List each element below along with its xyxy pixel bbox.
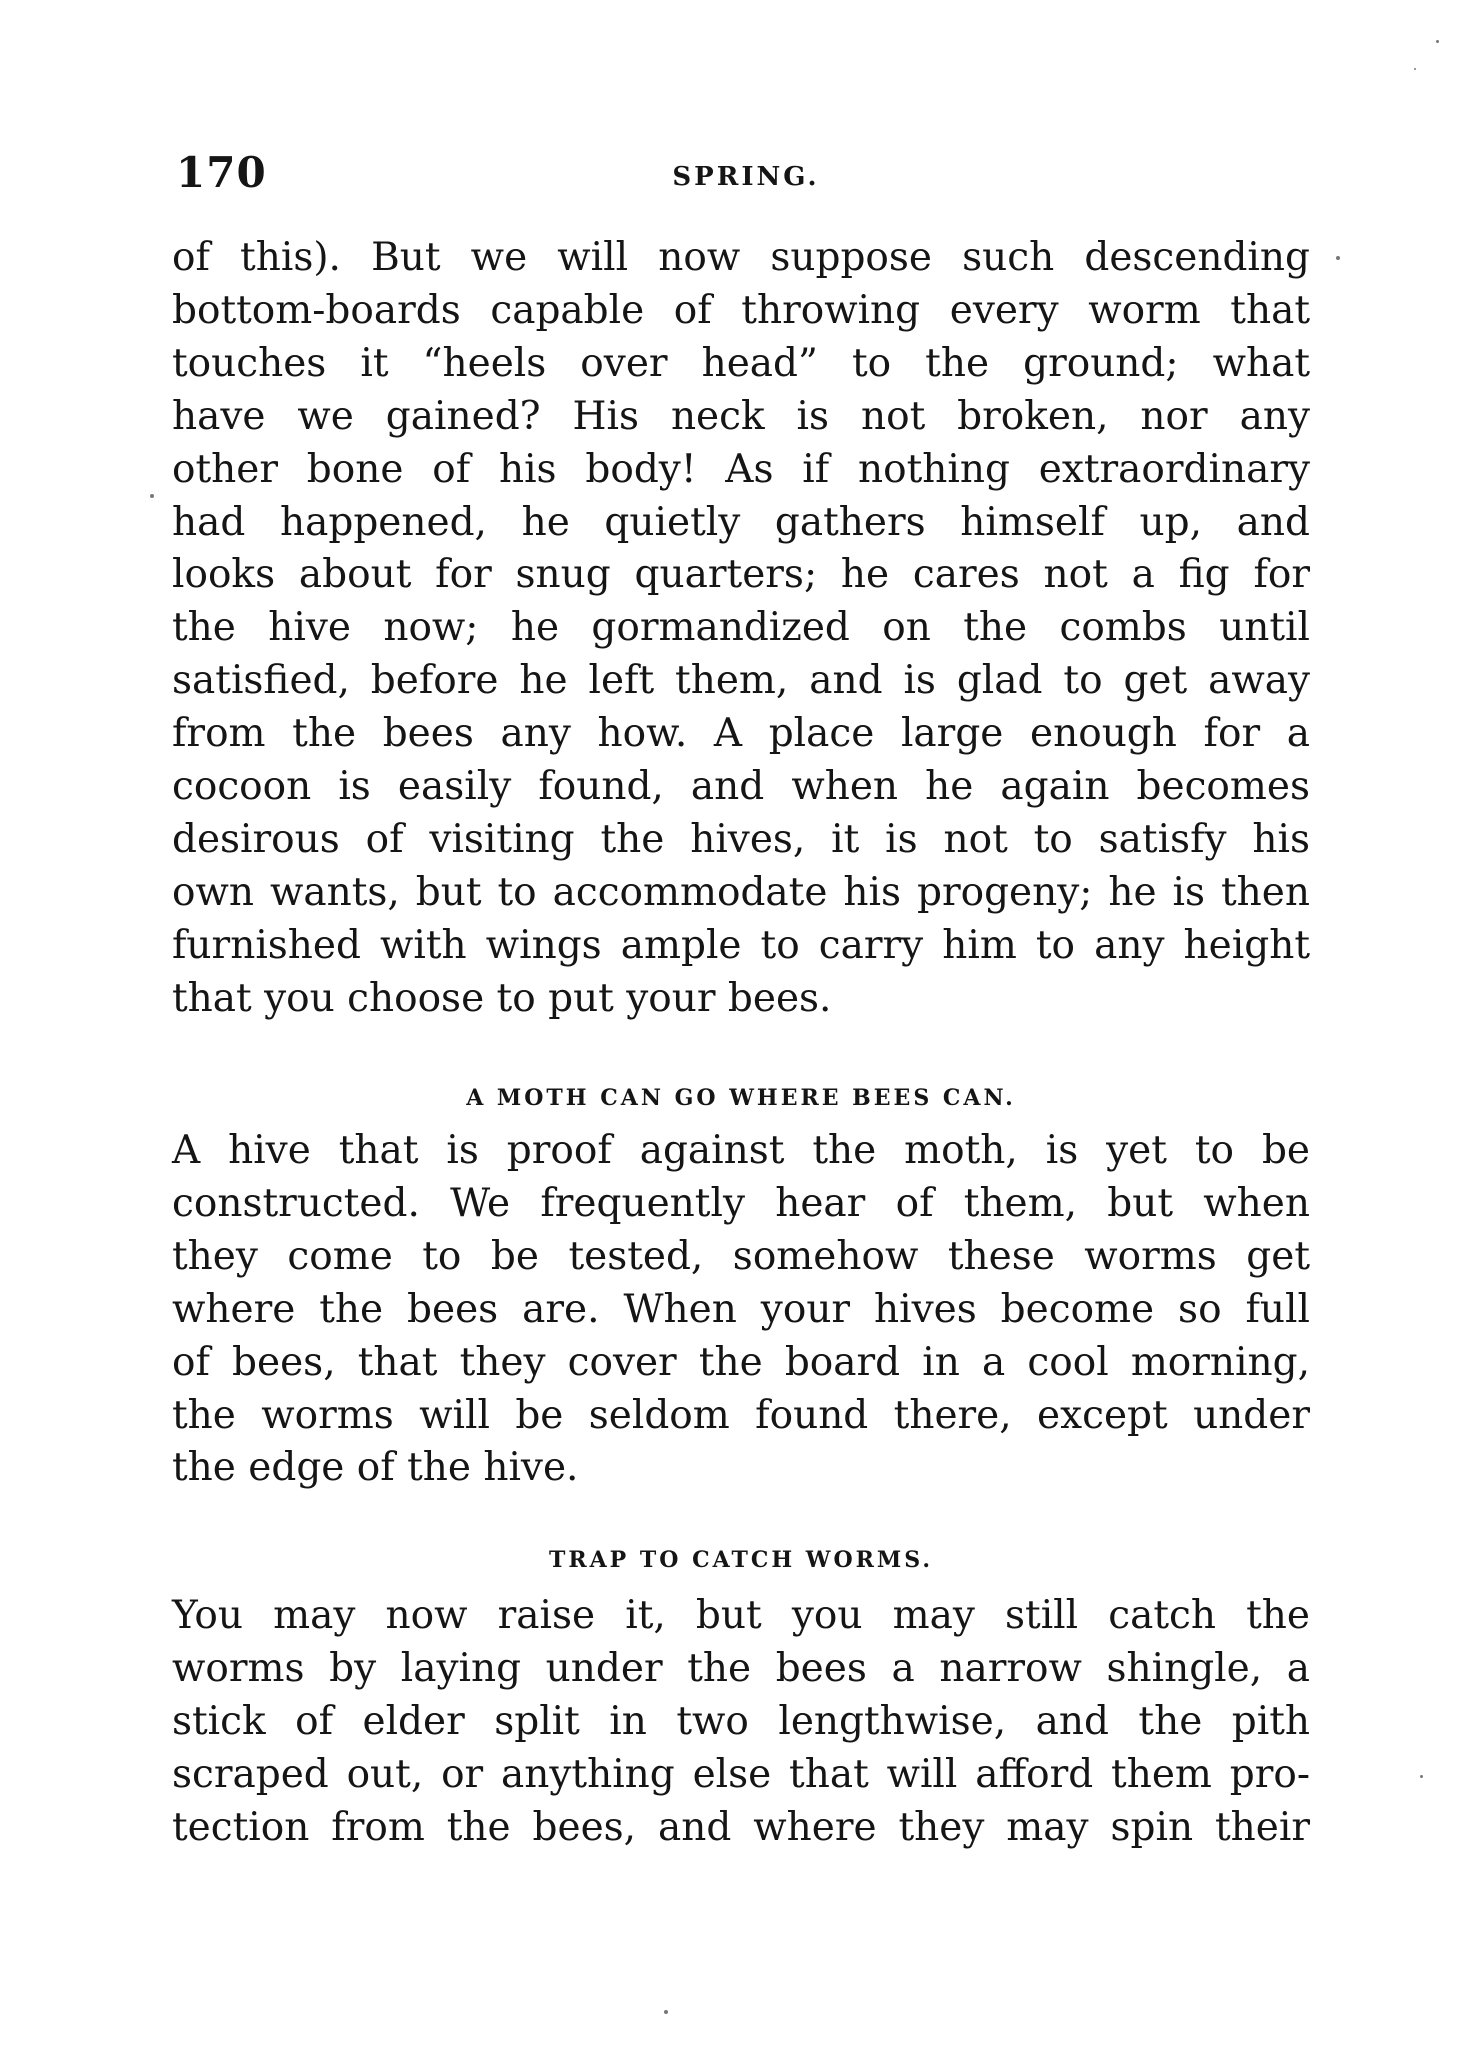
text-line: looks about for snug quarters; he cares not a fig for bbox=[172, 552, 1310, 598]
section-heading: A MOTH CAN GO WHERE BEES CAN. bbox=[466, 1085, 1016, 1111]
text-line: other bone of his body! As if nothing extraordinary bbox=[172, 446, 1310, 492]
text-line: constructed. We frequently hear of them, but when bbox=[172, 1180, 1310, 1226]
text-line: furnished with wings ample to carry him to any height bbox=[172, 922, 1310, 968]
text-line: had happened, he quietly gathers himself up, and bbox=[172, 499, 1310, 545]
text-line: own wants, but to accommodate his progeny; he is then bbox=[172, 869, 1310, 915]
text-line: satisfied, before he left them, and is glad to get away bbox=[172, 658, 1310, 704]
paper-speck bbox=[150, 494, 154, 498]
text-line: bottom-boards capable of throwing every worm that bbox=[172, 287, 1310, 333]
paper-speck bbox=[664, 2010, 668, 2014]
text-line: of this). But we will now suppose such descending bbox=[172, 235, 1310, 280]
text-line: You may now raise it, but you may still catch the bbox=[172, 1593, 1310, 1638]
text-line: stick of elder split in two lengthwise, and the pith bbox=[172, 1698, 1310, 1744]
paper-speck bbox=[1414, 68, 1416, 70]
text-line: that you choose to put your bees. bbox=[172, 975, 832, 1021]
page-number: 170 bbox=[176, 148, 267, 197]
text-line: the edge of the hive. bbox=[172, 1445, 579, 1491]
text-line: from the bees any how. A place large enough for a bbox=[172, 711, 1310, 757]
text-line: the hive now; he gormandized on the combs until bbox=[172, 605, 1310, 651]
text-line: they come to be tested, somehow these worms get bbox=[172, 1233, 1310, 1279]
paper-speck bbox=[1336, 256, 1340, 260]
paper-speck bbox=[1420, 1775, 1423, 1778]
text-line: where the bees are. When your hives become so full bbox=[172, 1286, 1310, 1332]
text-line: worms by laying under the bees a narrow shingle, a bbox=[172, 1645, 1310, 1691]
text-line: A hive that is proof against the moth, is yet to be bbox=[172, 1128, 1310, 1173]
running-head: SPRING. bbox=[672, 162, 820, 192]
text-line: cocoon is easily found, and when he again becomes bbox=[172, 764, 1310, 810]
text-line: have we gained? His neck is not broken, nor any bbox=[172, 393, 1310, 439]
text-line: scraped out, or anything else that will afford them pro- bbox=[172, 1751, 1310, 1797]
text-line: touches it “heels over head” to the ground; what bbox=[172, 340, 1310, 386]
text-line: of bees, that they cover the board in a cool morning, bbox=[172, 1339, 1310, 1385]
paragraph-moth-proof-hive bbox=[172, 1125, 1310, 1495]
paragraph-moth-worm bbox=[172, 232, 1310, 1026]
text-line: desirous of visiting the hives, it is not to satisfy his bbox=[172, 816, 1310, 862]
text-line: the worms will be seldom found there, except under bbox=[172, 1392, 1310, 1438]
page-header bbox=[176, 148, 1316, 208]
paper-speck bbox=[1436, 40, 1439, 43]
text-line: tection from the bees, and where they may spin their bbox=[172, 1804, 1310, 1850]
section-heading: TRAP TO CATCH WORMS. bbox=[548, 1547, 934, 1573]
paragraph-worm-trap bbox=[172, 1590, 1310, 1855]
